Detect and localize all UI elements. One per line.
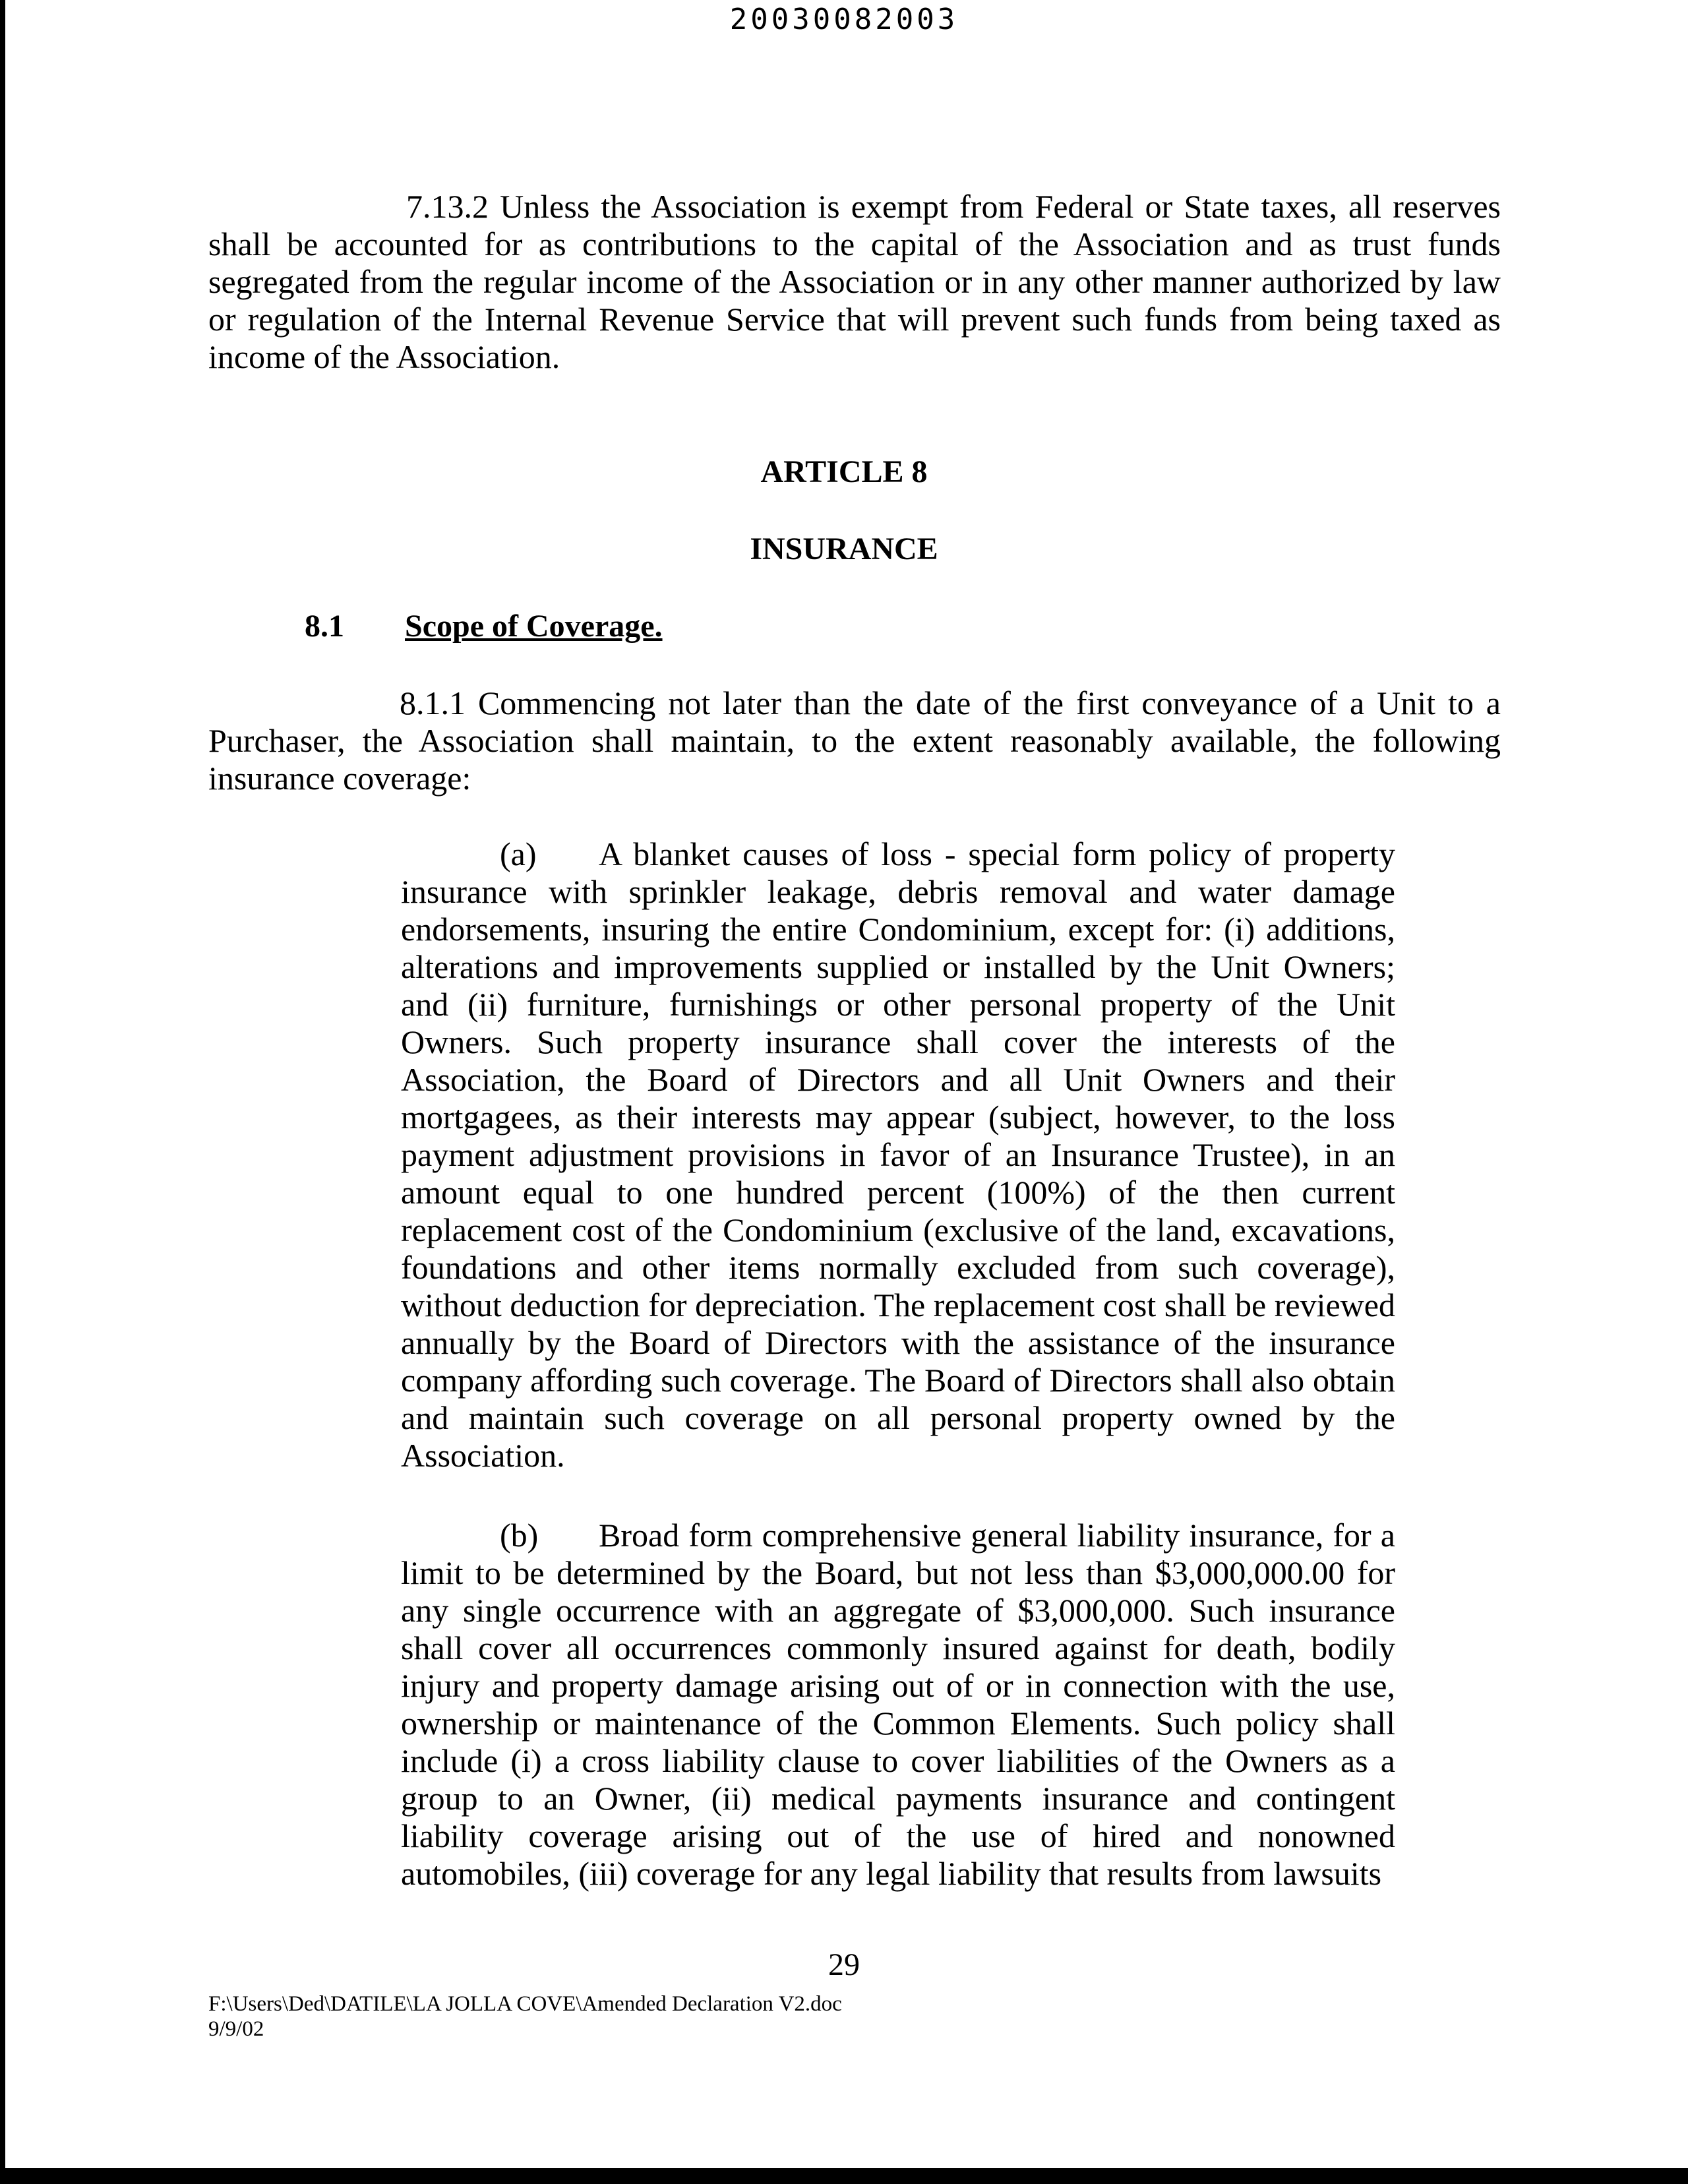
article-title: INSURANCE <box>750 531 938 566</box>
page-number: 29 <box>828 1947 860 1982</box>
footer-date: 9/9/02 <box>208 2017 264 2041</box>
section-heading <box>305 608 663 645</box>
section-title: Scope of Coverage. <box>405 609 663 644</box>
paragraph-8-1-1: 8.1.1 Commencing not later than the date of the first conveyance of a Unit to a Purchaser, the Association shall maintain, to the extent reasonably available, the following insurance coverage: <box>208 684 1501 797</box>
footer-file-path: F:\Users\Ded\DATILE\LA JOLLA COVE\Amended Declaration V2.doc <box>208 1992 842 2016</box>
document-number: 20030082003 <box>729 3 959 36</box>
section-number: 8.1 <box>305 609 344 644</box>
footer <box>208 1991 842 2042</box>
list-item-a-label: (a) <box>500 835 537 872</box>
list-item-b-text: Broad form comprehensive general liability insurance, for a limit to be determined by the Board, but not less than $3,000,000.00 for any single occurrence with an aggregate of $3,000,000. Such insurance shall cover all occurrences commonly insured against for death, bodily injury and property damage arising out of or in connection with the use, ownership or maintenance of the Common Elements. Such policy shall include (i) a cross liability clause to cover liabilities of the Owners as a group to an Owner, (ii) medical payments insurance and contingent liability coverage arising out of the use of hired and nonowned automobiles, (iii) coverage for any legal liability that results from lawsuits <box>401 1517 1395 1892</box>
scan-left-border <box>0 0 5 2184</box>
scan-bottom-border <box>0 2168 1688 2184</box>
list-item-b-label: (b) <box>500 1517 539 1554</box>
list-item-a-text: A blanket causes of loss - special form policy of property insurance with sprinkler leakage, debris removal and water damage endorsements, insuring the entire Condominium, except for: (i) additions, alterations and improvements supplied or installed by the Unit Owners; and (ii) furniture, furnishings or other personal property of the Unit Owners. Such property insurance shall cover the interests of the Association, the Board of Directors and all Unit Owners and their mortgagees, as their interests may appear (subject, however, to the loss payment adjustment provisions in favor of an Insurance Trustee), in an amount equal to one hundred percent (100%) of the then current replacement cost of the Condominium (exclusive of the land, excavations, foundations and other items normally excluded from such coverage), without deduction for depreciation. The replacement cost shall be reviewed annually by the Board of Directors with the assistance of the insurance company affording such coverage. The Board of Directors shall also obtain and maintain such coverage on all personal property owned by the Association. <box>401 835 1395 1474</box>
list-item-b <box>401 1517 1395 1893</box>
paragraph-7-13-2: 7.13.2 Unless the Association is exempt from Federal or State taxes, all reserves shall be accounted for as contributions to the capital of the Association and as trust funds segregated from the regular income of the Association or in any other manner authorized by law or regulation of the Internal Revenue Service that will prevent such funds from being taxed as income of the Association. <box>208 188 1501 375</box>
article-heading: ARTICLE 8 <box>760 454 928 489</box>
list-item-a <box>401 835 1395 1474</box>
